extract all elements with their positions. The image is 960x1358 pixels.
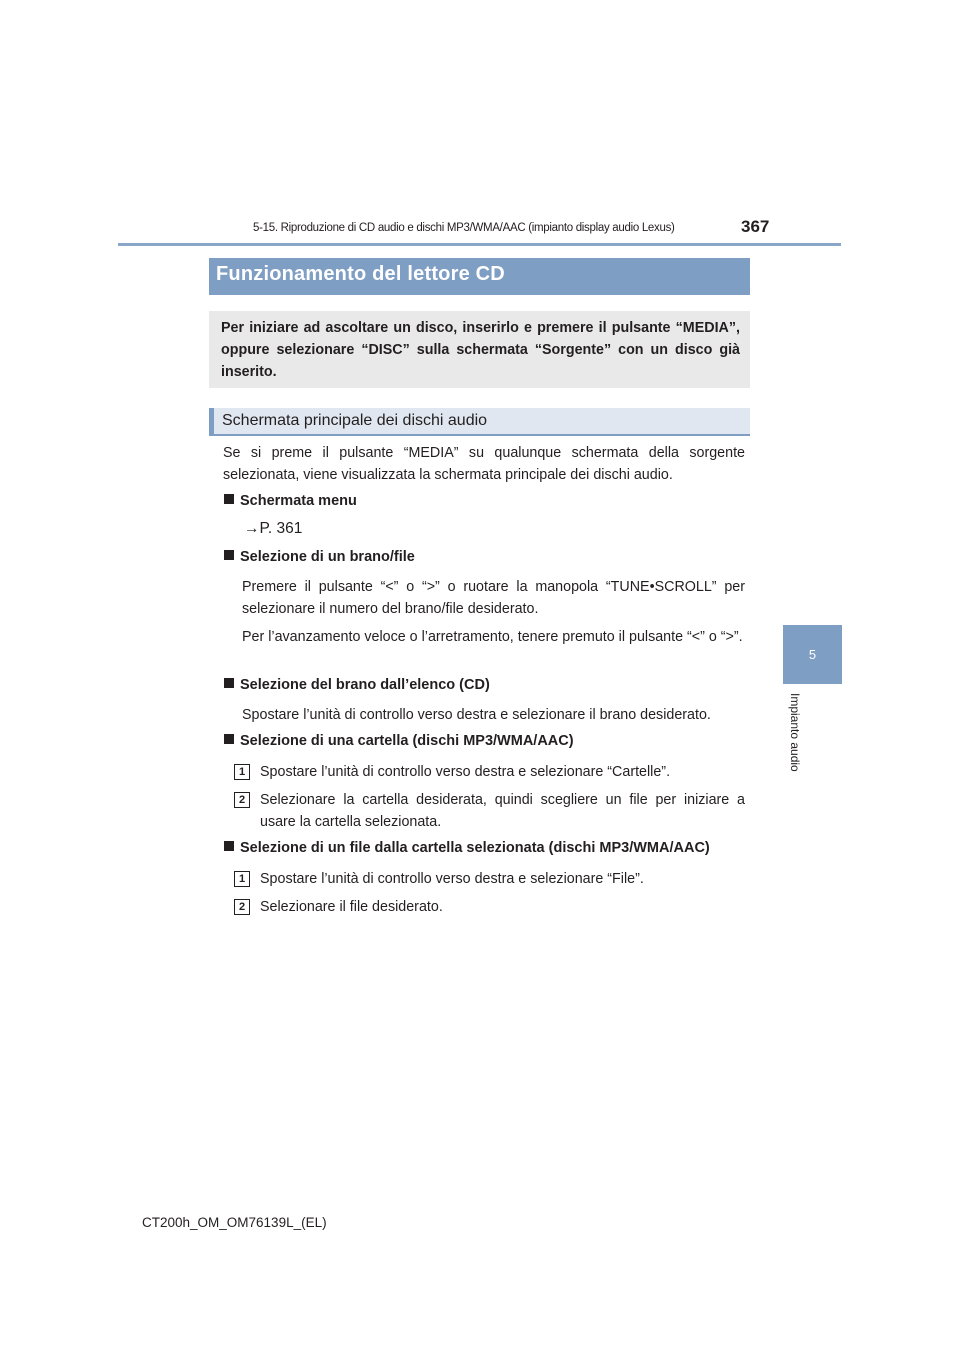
chapter-label: Impianto audio — [788, 693, 802, 772]
chapter-number: 5 — [808, 647, 817, 662]
arrow-right-icon: → — [244, 520, 260, 537]
square-bullet-icon — [224, 734, 234, 744]
page-number: 367 — [741, 217, 770, 236]
item-heading-list: Selezione del brano dall’elenco (CD) — [224, 677, 490, 693]
folder-step-1: Spostare l’unità di controllo verso destra e selezionare “Cartelle”. — [260, 764, 671, 780]
folder-step-2: Selezionare la cartella desiderata, quindi scegliere un file per iniziare a usare la cartella selezionata. — [260, 792, 745, 830]
square-bullet-icon — [224, 494, 234, 504]
chapter-tab — [783, 625, 842, 684]
step-number: 1 — [234, 764, 250, 780]
intro-box: Per iniziare ad ascoltare un disco, inserirlo e premere il pulsante “MEDIA”, oppure selezionare “DISC” sulla schermata “Sorgente” con un disco già inserito. — [209, 311, 750, 388]
item-heading-menu: Schermata menu — [224, 493, 357, 509]
square-bullet-icon — [224, 841, 234, 851]
step-number: 2 — [234, 792, 250, 808]
subsection-title: Schermata principale dei dischi audio — [209, 408, 750, 436]
file-step-1: Spostare l’unità di controllo verso destra e selezionare “File”. — [260, 871, 644, 887]
item-heading-folder: Selezione di una cartella (dischi MP3/WMA/AAC) — [224, 733, 574, 749]
page-reference: →P. 361 — [244, 520, 303, 537]
track-paragraph-2: Per l’avanzamento veloce o l’arretramento, tenere premuto il pulsante “<” o “>”. — [242, 629, 743, 645]
step-number: 1 — [234, 871, 250, 887]
header-rule — [118, 243, 841, 246]
item-heading-file: Selezione di un file dalla cartella selezionata (dischi MP3/WMA/AAC) — [224, 840, 710, 856]
running-header: 5-15. Riproduzione di CD audio e dischi MP3/WMA/AAC (impianto display audio Lexus) — [253, 222, 675, 234]
file-step-2: Selezionare il file desiderato. — [260, 899, 443, 915]
track-paragraph-1: Premere il pulsante “<” o “>” o ruotare la manopola “TUNE•SCROLL” per selezionare il numero del brano/file desiderato. — [242, 579, 745, 617]
square-bullet-icon — [224, 678, 234, 688]
footer-code: CT200h_OM_OM76139L_(EL) — [142, 1215, 327, 1230]
step-number: 2 — [234, 899, 250, 915]
subsection-lead: Se si preme il pulsante “MEDIA” su qualunque schermata della sorgente selezionata, viene visualizzata la schermata principale dei dischi audio. — [223, 445, 745, 483]
item-heading-track: Selezione di un brano/file — [224, 549, 415, 565]
list-paragraph: Spostare l’unità di controllo verso destra e selezionare il brano desiderato. — [242, 707, 711, 723]
square-bullet-icon — [224, 550, 234, 560]
page-title: Funzionamento del lettore CD — [209, 258, 750, 295]
